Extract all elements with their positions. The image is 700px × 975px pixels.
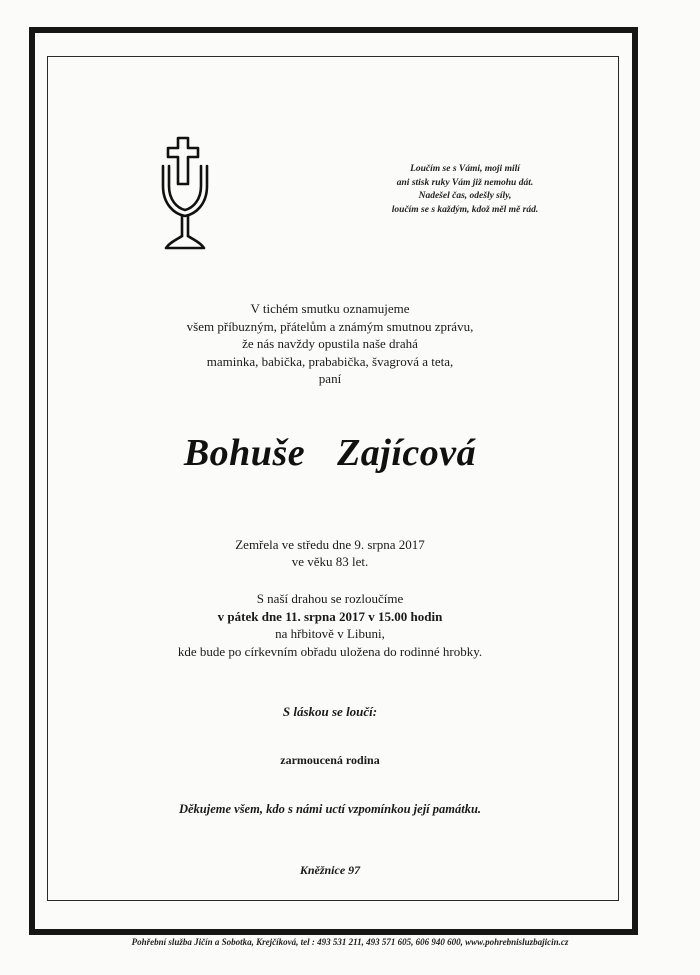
poem-line: ani stisk ruky Vám již nemohu dát. [396, 177, 534, 188]
intro-line: V tichém smutku oznamujeme [250, 301, 410, 316]
death-age: ve věku 83 let. [291, 554, 369, 569]
poem-line: Loučím se s Vámi, moji milí [410, 164, 520, 174]
funeral-service-footer: Pohřební služba Jičín a Sobotka, Krejčíková, tel : 493 531 211, 493 571 605, 606 940 600, www.pohrebnisluzbajicin.cz [131, 937, 569, 947]
poem-line: loučím se s každým, kdož měl mě rád. [391, 204, 539, 215]
intro-line: že nás navždy opustila naše drahá [242, 336, 418, 351]
address: Kněžnice 97 [299, 863, 361, 877]
funeral-date-time: v pátek dne 11. srpna 2017 v 15.00 hodin [217, 608, 443, 624]
farewell-heading: S láskou se loučí: [282, 704, 378, 719]
burial-note: kde bude po církevním obřadu uložena do rodinné hrobky. [177, 643, 483, 659]
intro-line: paní [318, 371, 342, 386]
cross-chalice-icon [160, 136, 210, 252]
intro-line: všem příbuzným, přátelům a známým smutnou zprávu, [186, 318, 474, 334]
intro-line: maminka, babička, prababička, švagrová a teta, [206, 353, 454, 369]
poem-line: Nadešel čas, odešly síly, [418, 191, 512, 201]
death-details [180, 536, 480, 570]
funeral-details [130, 590, 530, 660]
thanks-note: Děkujeme všem, kdo s námi uctí vzpomínkou její památku. [178, 802, 482, 816]
memorial-poem [360, 163, 570, 217]
deceased-name: Bohuše Zajícová [183, 432, 477, 474]
farewell-intro: S naší drahou se rozloučíme [256, 591, 404, 606]
death-date: Zemřela ve středu dne 9. srpna 2017 [235, 537, 425, 552]
funeral-place: na hřbitově v Libuni, [275, 626, 385, 641]
announcement-intro [120, 300, 540, 388]
mourners: zarmoucená rodina [280, 753, 380, 767]
